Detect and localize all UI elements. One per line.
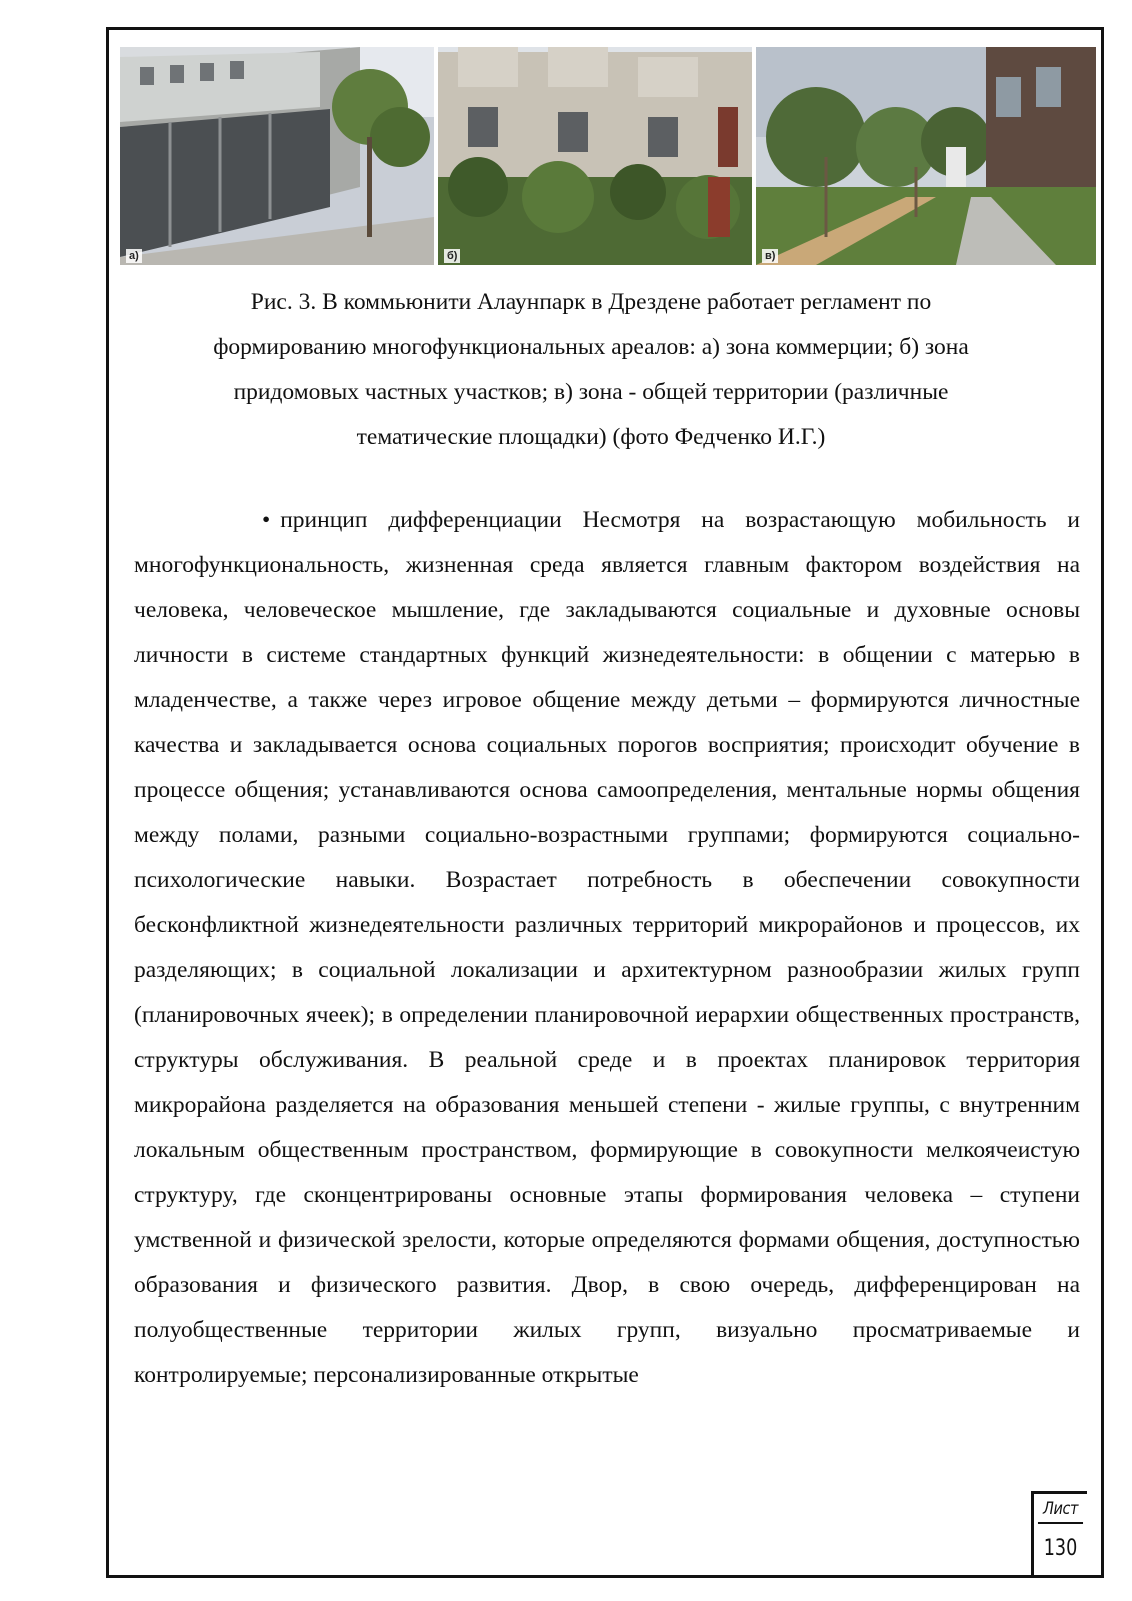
photo-strip (120, 47, 1096, 265)
photo-label: б) (444, 249, 460, 263)
bullet-marker: • (262, 507, 271, 533)
caption-line: Рис. 3. В коммьюнити Алаунпарк в Дрездене работает регламент по (250, 289, 932, 315)
sheet-number: 130 (1043, 1536, 1078, 1561)
caption-line: формированию многофункциональных ареалов: а) зона коммерции; б) зона (213, 334, 969, 360)
caption-line: тематические площадки) (фото Федченко И.Г.) (356, 424, 826, 450)
photo-private-plots-zone (438, 47, 752, 265)
sheet-label: Лист (1038, 1494, 1083, 1524)
photo-shared-territory-zone (756, 47, 1096, 265)
photo-label: а) (126, 249, 142, 263)
body-text (134, 498, 1080, 1398)
photo-label: в) (762, 249, 778, 263)
body-paragraph (134, 498, 1080, 1398)
figure-caption (148, 280, 1034, 460)
sheet-stamp (1031, 1491, 1087, 1575)
paragraph-text: принцип дифференциации Несмотря на возрастающую мобильность и многофункциональность, жизненная среда является главным фактором воздействия на человека, человеческое мышление, где закладываются социальные и духовные основы личности в системе стандартных функций жизнедеятельности: в общении с матерью в младенчестве, а также через игровое общение между детьми – формируются личностные качества и закладывается основа социальных порогов восприятия; происходит обучение в процессе общения; устанавливаются основа самоопределения, ментальные нормы общения между полами, разными социально-возрастными группами; формируются социально-психологические навыки. Возрастает потребность в обеспечении совокупности бесконфликтной жизнедеятельности различных территорий микрорайонов и процессов, их разделяющих; в социальной локализации и архитектурном разнообразии жилых групп (планировочных ячеек); в определении планировочной иерархии общественных пространств, структуры обслуживания. В реальной среде и в проектах планировок территория микрорайона разделяется на образования меньшей степени - жилые группы, с внутренним локальным общественным пространством, формирующие в совокупности мелкоячеистую структуру, где сконцентрированы основные этапы формирования человека – ступени умственной и физической зрелости, которые определяются формами общения, доступностью образования и физического развития. Двор, в свою очередь, дифференцирован на полуобщественные территории жилых групп, визуально просматриваемые и контролируемые; персонализированные открытые (134, 507, 1080, 1388)
caption-line: придомовых частных участков; в) зона - общей территории (различные (233, 379, 949, 405)
photo-commerce-zone (120, 47, 434, 265)
